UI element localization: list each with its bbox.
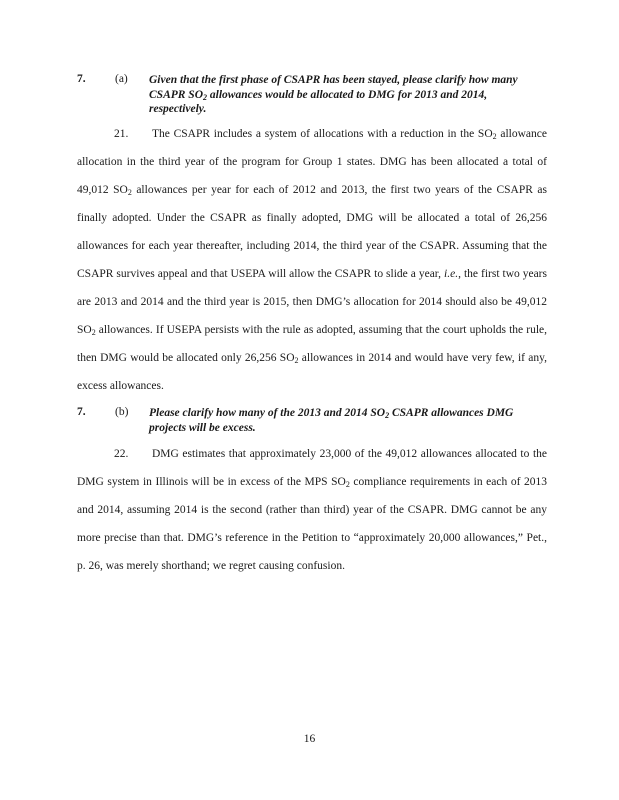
question-7a xyxy=(77,73,547,117)
question-7b xyxy=(77,406,547,436)
question-text: Given that the first phase of CSAPR has been stayed, please clarify how many CSAPR $SO_2$ allowances would be allocated to DMG for 2013 and 2014, respectively. xyxy=(149,74,518,115)
question-subletter: (a) xyxy=(115,73,128,85)
question-text: Please clarify how many of the 2013 and 2014 $SO_2$ CSAPR allowances DMG projects will be excess. xyxy=(149,407,514,434)
paragraph-number: 22. xyxy=(114,448,129,460)
paragraph-number: 21. xyxy=(114,128,129,140)
paragraph-21: 21. The CSAPR includes a system of allocations with a reduction in the $SO_2$ allowance allocation in the third year of the program for Group 1 states. DMG has been allocated a total of 49,012 $SO_2$ allowances per year for each of 2012 and 2013, the first two years of the CSAPR as finally adopted. Under the CSAPR as finally adopted, DMG will be allocated a total of 26,256 allowances for each year thereafter, including 2014, the third year of the CSAPR. Assuming that the CSAPR survives appeal and that USEPA will allow the CSAPR to slide a year, i.e., the first two years are 2013 and 2014 and the third year is 2015, then DMG’s allocation for 2014 should also be 49,012 $SO_2$ allowances. If USEPA persists with the rule as adopted, assuming that the court upholds the rule, then DMG would be allocated only 26,256 $SO_2$ allowances in 2014 and would have very few, if any, excess allowances. xyxy=(77,120,547,400)
paragraph-22: 22. DMG estimates that approximately 23,000 of the 49,012 allowances allocated to the DMG system in Illinois will be in excess of the MPS $SO_2$ compliance requirements in each of 2013 and 2014, assuming 2014 is the second (rather than third) year of the CSAPR. DMG cannot be any more precise than that. DMG’s reference in the Petition to “approximately 20,000 allowances,” Pet., p. 26, was merely shorthand; we regret causing confusion. xyxy=(77,440,547,580)
question-subletter: (b) xyxy=(115,406,129,418)
question-number: 7. xyxy=(77,73,86,85)
question-number: 7. xyxy=(77,406,86,418)
page-number: 16 xyxy=(303,733,316,745)
